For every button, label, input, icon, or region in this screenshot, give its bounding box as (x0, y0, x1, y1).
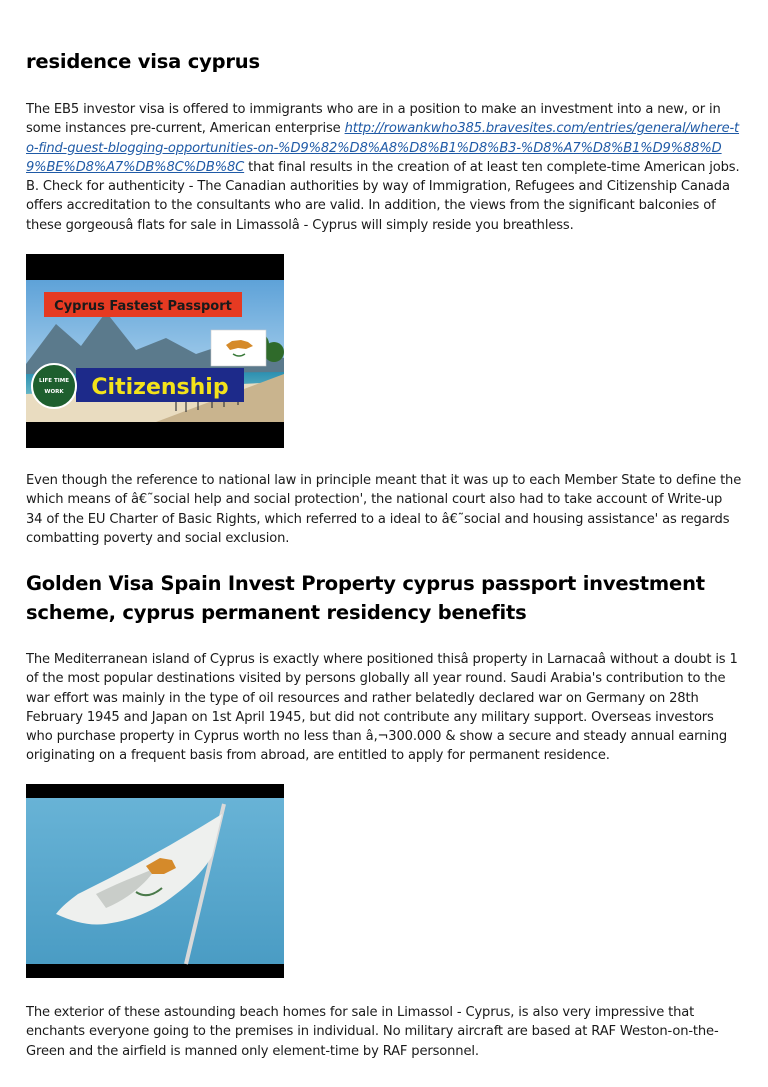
lifetime-work-logo-icon (32, 364, 76, 408)
intro-text-before-link: The EB5 investor visa is offered to immigrants who are in a position to make an investment into a new, or in some instances pre-current, American enterprise (26, 102, 721, 137)
banner-main-text: Citizenship (91, 375, 229, 400)
citizenship-promo-image (26, 254, 284, 448)
banner-top-text: Cyprus Fastest Passport (54, 299, 232, 314)
article-link[interactable]: http://rowankwho385.bravesites.com/entries/general/where-to-find-guest-blogging-opportunities-on-%D9%82%D8%A8%D8%B1%D8%B3-%D8%A7%D8%B1%D9%88%D9%BE%D8%A7%DB%8C%DB%8C (26, 121, 740, 175)
intro-paragraph (26, 100, 742, 235)
body-paragraph-4: The exterior of these astounding beach homes for sale in Limassol - Cyprus, is also very impressive that enchants everyone going to the premises in individual. No military aircraft are based at RAF Weston-on-the-Green and the airfield is manned only element-time by RAF personnel. (26, 1005, 719, 1059)
logo-line-2: WORK (44, 389, 64, 395)
logo-line-1: LIFE TIME (38, 378, 70, 384)
body-paragraph-2: Even though the reference to national law in principle meant that it was up to each Member State to define the which means of â€˜social help and social protection', the national court also had to take account of Write-up 34 of the EU Charter of Basic Rights, which referred to a ideal to â€˜social and housing assistance' as regards combatting poverty and social exclusion. (26, 473, 742, 546)
flag-video-thumbnail[interactable] (26, 784, 284, 978)
citizenship-video-thumbnail[interactable] (26, 254, 284, 448)
waving-cyprus-flag-image (26, 784, 284, 978)
page-title: residence visa cyprus (26, 50, 260, 73)
section-heading: Golden Visa Spain Invest Property cyprus passport investment scheme, cyprus permanent residency benefits (26, 572, 705, 624)
intro-text-after-link: that final results in the creation of at least ten complete-time American jobs. B. Check for authenticity - The Canadian authorities by way of Immigration, Refugees and Citizenship Canada offers accreditation to the consultants who are valid. In addition, the views from the significant balconies of these gorgeousâ flats for sale in Limassolâ - Cyprus will simply reside you breathless. (26, 159, 740, 233)
body-paragraph-3: The Mediterranean island of Cyprus is exactly where positioned thisâ property in Larnacaâ without a doubt is 1 of the most popular destinations visited by persons globally all year round. Saudi Arabia's contribution to the war effort was mainly in the type of oil resources and rather belatedly declared war on Germany on 28th February 1945 and Japan on 1st April 1945, but did not contribute any military support. Overseas investors who purchase property in Cyprus worth no less than â‚¬300.000 & show a secure and steady annual earning originating on a frequent basis from abroad, are entitled to apply for permanent residence. (26, 652, 738, 764)
